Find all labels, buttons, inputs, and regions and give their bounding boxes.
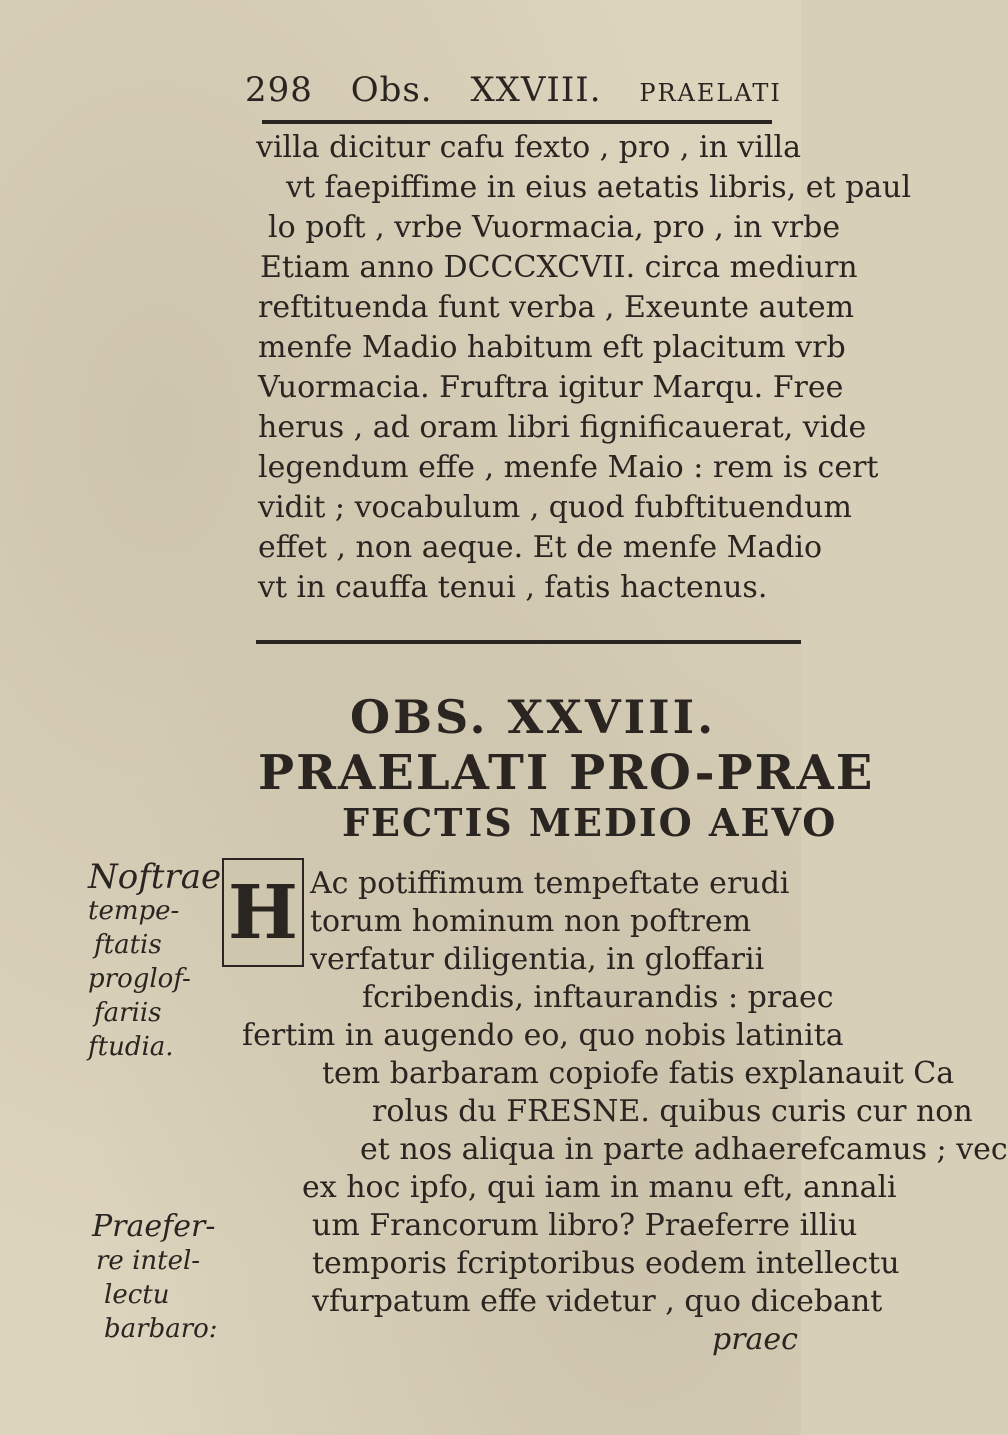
margin-note-line: Praefer- [92,1209,216,1244]
section-obs-heading: OBS. XXVIII. [350,690,717,744]
running-head-word: PRAELATI [639,79,782,107]
text-line: vt in cauffa tenui , fatis hactenus. [258,570,768,605]
text-line: lo poft , vrbe Vuormacia, pro , in vrbe [268,210,841,245]
text-line: fertim in augendo eo, quo nobis latinita [242,1018,844,1053]
text-line: vfurpatum effe videtur , quo dicebant [312,1284,883,1319]
margin-note-line: proglof- [88,964,191,994]
text-line: ex hoc ipfo, qui iam in manu eft, annali [302,1170,897,1205]
margin-note-line: barbaro: [104,1314,218,1344]
text-line: menfe Madio habitum eft placitum vrb [258,330,846,365]
running-head-obs: Obs. [350,70,433,110]
running-head [245,70,795,110]
section-title: PRAELATI PRO-PRAE [258,745,875,801]
margin-note-line: re intel- [96,1246,201,1276]
margin-note-2 [92,1210,218,1346]
text-line: Vuormacia. Fruftra igitur Marqu. Free [258,370,844,405]
margin-note-line: ftatis [94,930,162,960]
margin-note-1 [88,857,222,1064]
text-line: Ac potiffimum tempeftate erudi [310,866,790,901]
text-line: temporis fcriptoribus eodem intellectu [312,1246,900,1281]
text-line: tem barbaram copiofe fatis explanauit Ca [322,1056,955,1091]
text-line: praec [712,1322,798,1357]
text-line: rolus du FRESNE. quibus curis cur non [372,1094,973,1129]
top-text-block [232,128,912,608]
section-subtitle: FECTIS MEDIO AEVO [342,800,838,845]
margin-note-line: Noftrae [88,857,222,897]
text-line: verfatur diligentia, in gloffarii [310,942,765,977]
text-line: herus , ad oram libri fignificauerat, vide [258,410,867,445]
text-line: reftituenda funt verba , Exeunte autem [258,290,855,325]
text-line: Etiam anno DCCCXCVII. circa mediurn [260,250,858,285]
margin-note-line: tempe- [88,896,180,926]
text-line: fcribendis, inftaurandis : praec [362,980,834,1015]
margin-note-line: ftudia. [88,1032,174,1062]
text-line: et nos aliqua in parte adhaerefcamus ; vec [360,1132,1008,1167]
text-line: effet , non aeque. Et de menfe Madio [258,530,823,565]
text-line: torum hominum non poftrem [310,904,752,939]
drop-cap-initial: H [222,858,304,967]
margin-note-line: fariis [94,998,162,1028]
text-line: villa dicitur cafu fexto , pro , in villa [256,130,802,165]
text-line: vidit ; vocabulum , quod fubftituendum [258,490,852,525]
running-head-obs-number: XXVIII. [470,70,602,110]
page-number: 298 [245,70,313,110]
text-line: vt faepiffime in eius aetatis libris, et paul [286,170,912,205]
text-line: legendum effe , menfe Maio : rem is cert [258,450,879,485]
head-rule [262,120,772,124]
margin-note-line: lectu [104,1280,170,1310]
text-line: um Francorum libro? Praeferre illiu [312,1208,858,1243]
section-rule [256,640,801,644]
body-text-block [232,865,1008,1359]
